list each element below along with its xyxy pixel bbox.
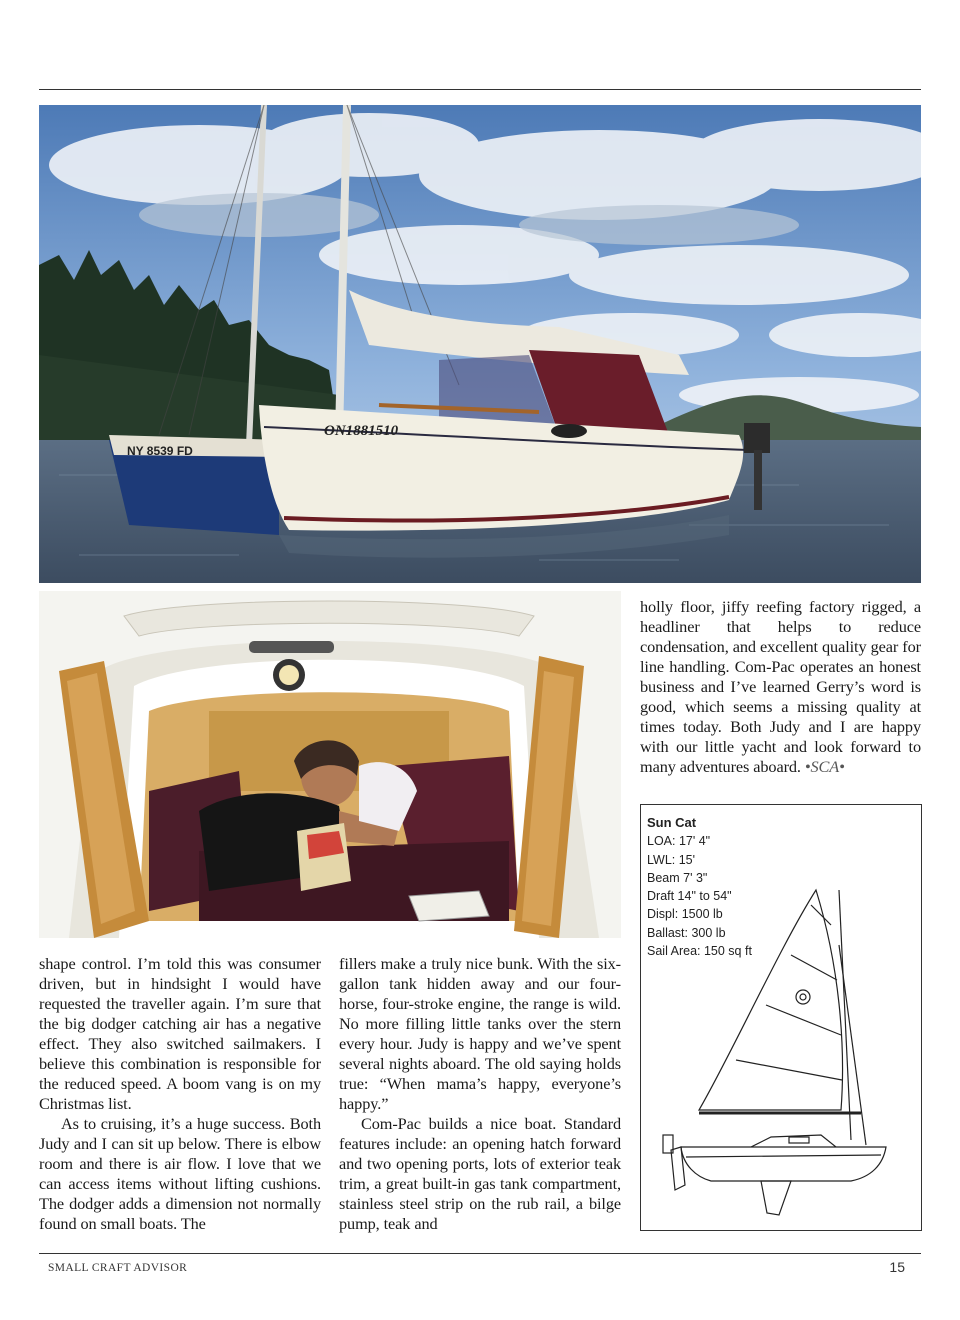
spec-title: Sun Cat — [647, 815, 697, 830]
closing-paragraph-text: holly floor, jiffy reefing factory rigged, a headliner that helps to reduce condensation, and excellent quality gear for line handling. Com-Pac operates an honest business and I’ve learned Gerry’s word is good, which seems a missing quality at times today. Both Judy and I are happy with our little yacht and look forward to many adventures aboard. — [640, 597, 921, 776]
spec-item: Draft 14" to 54" — [647, 889, 732, 904]
article-column-middle — [339, 954, 621, 1234]
registration-right: ON1881510 — [324, 423, 399, 439]
end-signature: •SCA• — [804, 757, 845, 776]
bottom-rule — [39, 1253, 921, 1254]
paragraph: shape control. I’m told this was consumer driven, but in hindsight I would have requested the traveller again. I’m sure that the big dodger catching air has a negative effect. They also switched sailmakers. I believe this combination is responsible for the reduced speed. A boom vang is on my Christmas list. — [39, 954, 321, 1113]
spec-item: LWL: 15' — [647, 852, 696, 867]
spec-box — [640, 804, 922, 1231]
paragraph: fillers make a truly nice bunk. With the six-gallon tank hidden away and our four-horse, four-stroke engine, the range is wild. No more filling little tanks over the stern every hour. Judy is happy and we’ve spent several nights aboard. The old saying holds true: “When mama’s happy, everyone’s happy.” — [339, 954, 621, 1113]
paragraph: Com-Pac builds a nice boat. Standard features include: an opening hatch forward and two opening ports, lots of exterior teak trim, a great built-in gas tank compartment, stainless steel strip on the rub rail, a bilge pump, teak and — [339, 1114, 621, 1233]
spec-item: Beam 7' 3" — [647, 870, 708, 885]
article-column-left — [39, 954, 321, 1234]
paragraph: As to cruising, it’s a huge success. Both Judy and I can sit up below. There is elbow room and there is air flow. I love that we can access items without lifting cushions. The dodger adds a dimension not normally found on small boats. The — [39, 1114, 321, 1233]
cabin-interior-photo — [39, 591, 621, 938]
top-rule — [39, 89, 921, 90]
paragraph — [640, 597, 921, 777]
spec-item: Sail Area: 150 sq ft — [647, 944, 752, 959]
spec-item: Ballast: 300 lb — [647, 925, 726, 940]
article-column-right — [640, 597, 921, 777]
sailboats-photo — [39, 105, 921, 583]
sailplan-drawing — [661, 885, 911, 1225]
spec-item: LOA: 17' 4" — [647, 834, 711, 849]
publication-name: SMALL CRAFT ADVISOR — [48, 1262, 188, 1274]
spec-item: Displ: 1500 lb — [647, 907, 723, 922]
page-number: 15 — [889, 1259, 905, 1275]
registration-left: NY 8539 FD — [127, 444, 193, 458]
